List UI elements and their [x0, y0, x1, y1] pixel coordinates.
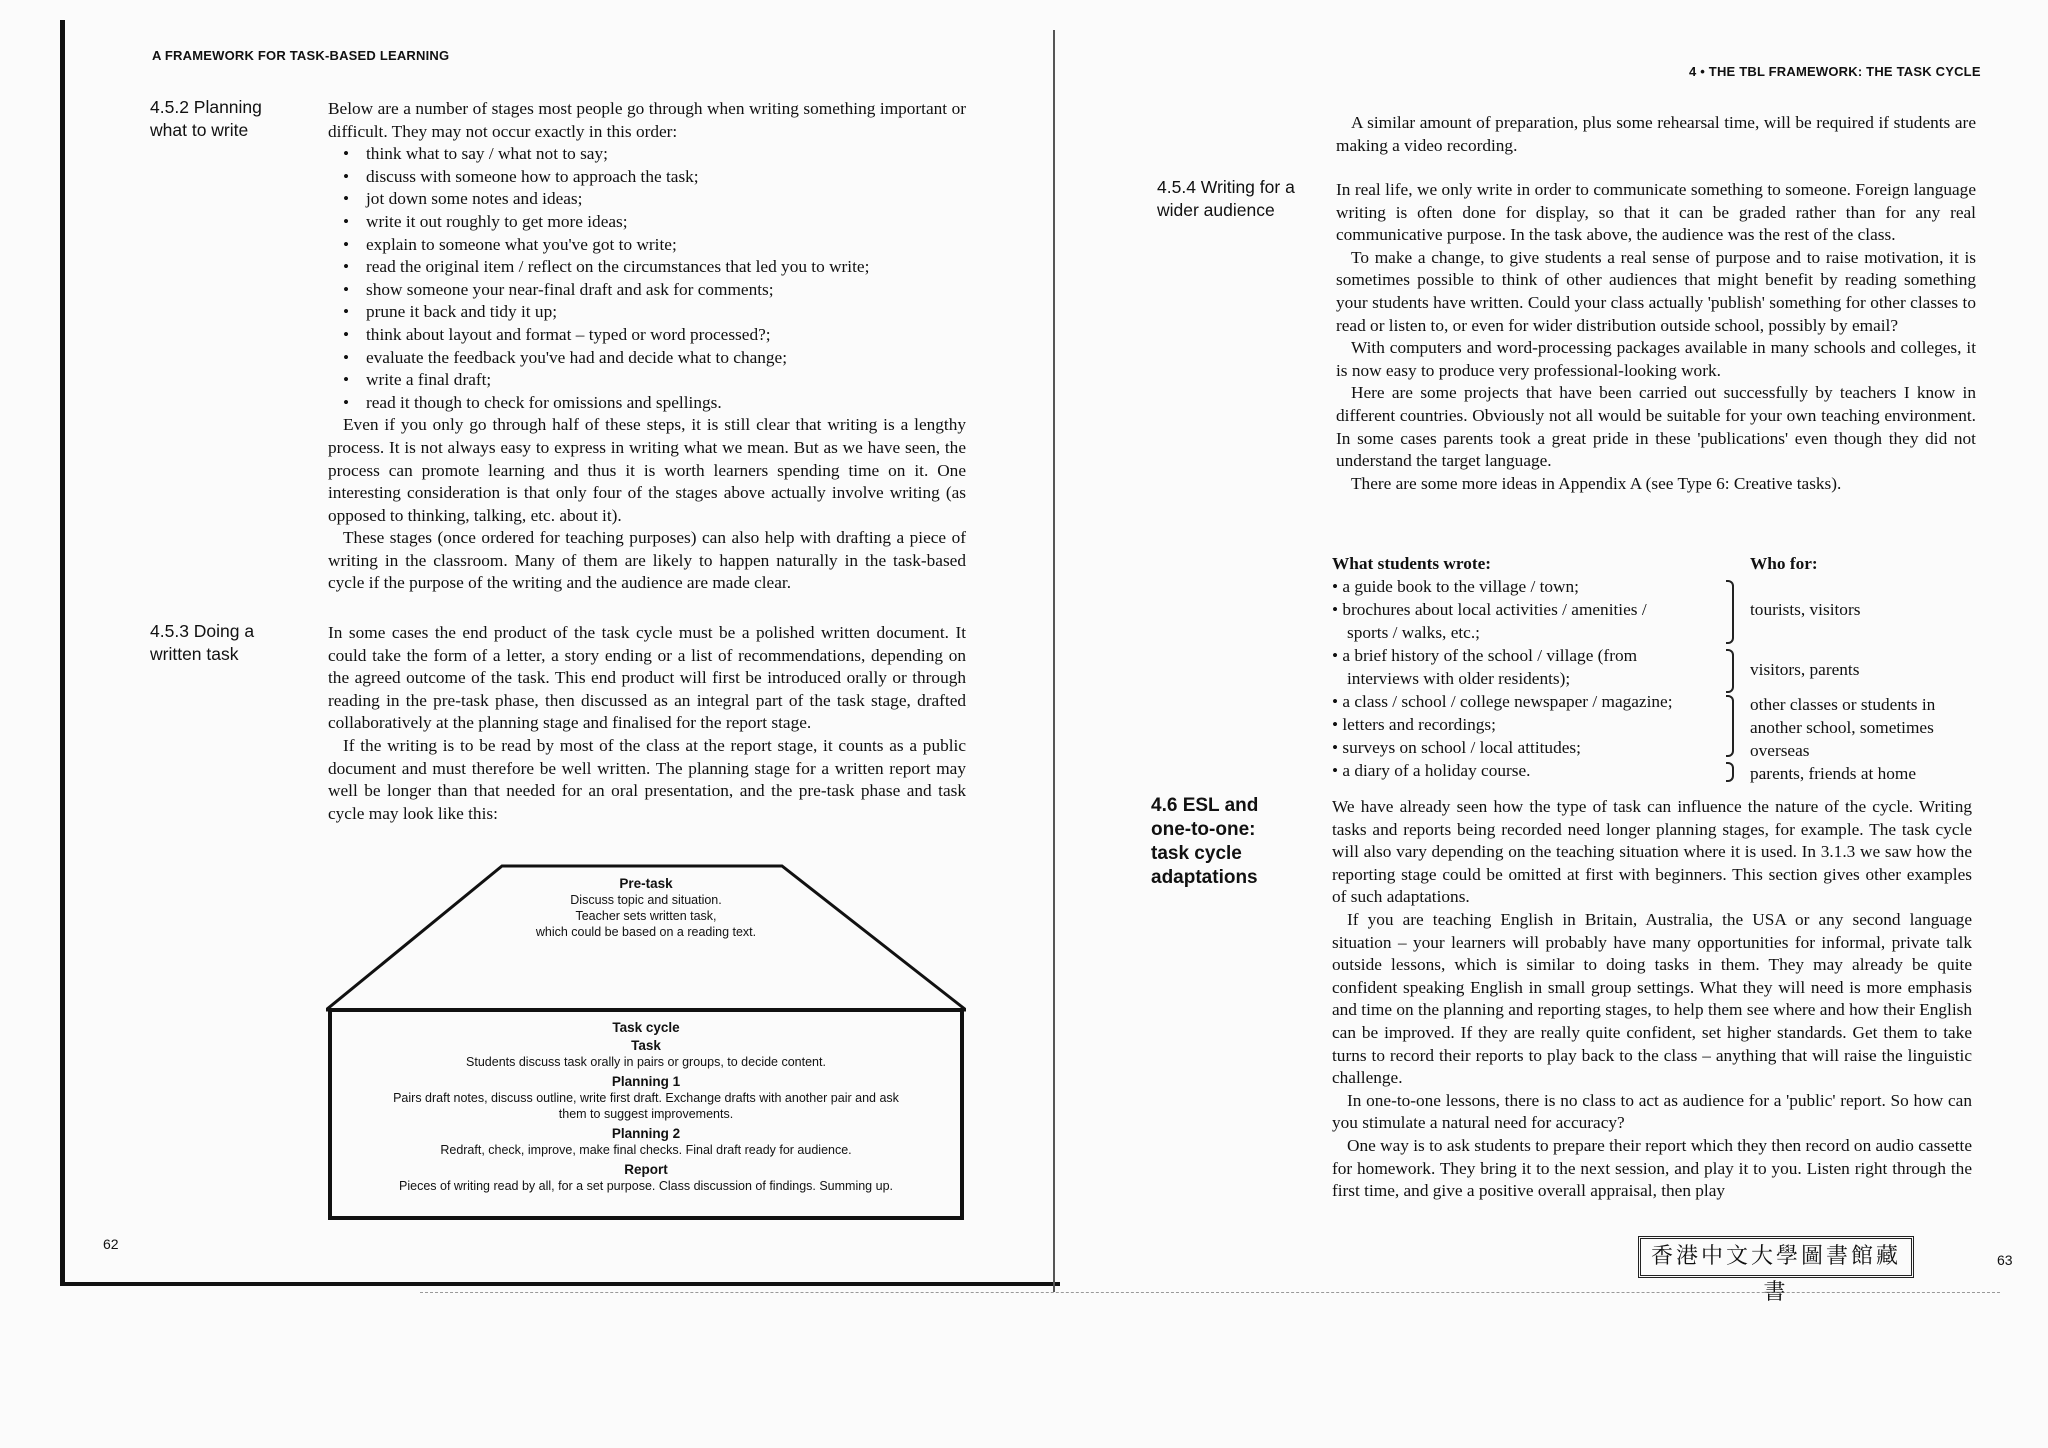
report-title: Report	[624, 1162, 668, 1177]
list-item: • jot down some notes and ideas;	[366, 188, 966, 211]
paragraph: In some cases the end product of the task cycle must be a polished written document. It could take the form of a letter, a story ending or a list of recommendations, depending on the agreed outcome of the task. This end product will first be introduced orally or through reading in the pre-task phase, then discussed as an integral part of the task stage, drafted collaboratively at the planning stage and finalised for the report stage.	[328, 623, 966, 733]
writing-stages-list	[328, 143, 966, 414]
heading-line: 4.5.3 Doing a	[150, 621, 255, 641]
list-item: • think about layout and format – typed or word processed?;	[366, 324, 966, 347]
list-item: • prune it back and tidy it up;	[366, 301, 966, 324]
task-cycle-title: Task cycle	[612, 1020, 680, 1035]
paragraph: With computers and word-processing packages available in many schools and colleges, it is now easy to produce very professional-looking work.	[1336, 338, 1976, 380]
list-item: • explain to someone what you've got to write;	[366, 234, 966, 257]
pretask-title: Pre-task	[619, 876, 673, 891]
task-title: Task	[631, 1038, 661, 1053]
heading-line: one-to-one:	[1151, 819, 1256, 840]
paragraph: Below are a number of stages most people go through when writing something important or difficult. They may not occur exactly in this order:	[328, 99, 966, 141]
planning2-title: Planning 2	[611, 1126, 681, 1141]
planning2-description: Redraft, check, improve, make final checks. Final draft ready for audience.	[440, 1143, 852, 1157]
section-4-5-3-body	[328, 622, 966, 825]
left-running-head: A FRAMEWORK FOR TASK-BASED LEARNING	[152, 48, 450, 63]
paragraph: In real life, we only write in order to communicate something to someone. Foreign language writing is often done for display, so that it can be graded rather than for any real communicative purpose. In the task above, the audience was the rest of the class.	[1336, 180, 1976, 245]
table-row: interviews with older residents);	[1347, 669, 1571, 688]
list-item: • think what to say / what not to say;	[366, 143, 966, 166]
heading-line: wider audience	[1157, 200, 1275, 220]
list-item: • write it out roughly to get more ideas;	[366, 211, 966, 234]
table-row: • a class / school / college newspaper / magazine;	[1332, 692, 1673, 711]
brace	[1726, 695, 1734, 757]
col-header-who-for: Who for:	[1750, 554, 1818, 573]
table-row: • a diary of a holiday course.	[1332, 761, 1531, 780]
table-row: • a guide book to the village / town;	[1332, 577, 1579, 596]
planning1-description: them to suggest improvements.	[558, 1107, 734, 1121]
paragraph: We have already seen how the type of task can influence the nature of the cycle. Writing tasks and reports being recorded need longer planning stages, for example. The task cycle will also vary depending on the teaching situation where it is used. In 3.1.3 we saw how the reporting stage could be omitted at first with beginners. This section gives other examples of such adaptations.	[1332, 797, 1972, 907]
table-row: • brochures about local activities / amenities /	[1332, 600, 1647, 619]
report-description: Pieces of writing read by all, for a set purpose. Class discussion of findings. Summing up.	[399, 1179, 893, 1193]
list-item: • read the original item / reflect on the circumstances that led you to write;	[366, 256, 966, 279]
heading-line: what to write	[150, 120, 249, 140]
paragraph: If you are teaching English in Britain, Australia, the USA or any second language situation – your learners will probably have many opportunities for informal, private talk outside lessons, which is similar to doing tasks in them. They may already be quite confident speaking English in small group settings. What they will need is more emphasis and time on the planning and reporting stages, to help them see where and how their English can be improved. If they are really quite confident, set higher standards. Get them to take turns to record their reports to play back to the class – anything that will raise the linguistic challenge.	[1332, 909, 1972, 1088]
audience-cell: another school, sometimes	[1750, 718, 1934, 737]
heading-line: task cycle	[1151, 843, 1242, 864]
list-item: • discuss with someone how to approach the task;	[366, 166, 966, 189]
section-4-5-4-body	[1336, 179, 1976, 495]
heading-4-5-3	[150, 620, 254, 666]
list-item: • read it though to check for omissions and spellings.	[366, 392, 966, 415]
left-page-number: 62	[103, 1236, 119, 1252]
heading-line: 4.6 ESL and	[1151, 795, 1259, 816]
right-page-number: 63	[1997, 1252, 2013, 1268]
task-cycle-text	[326, 1020, 966, 1194]
audience-cell: visitors, parents	[1750, 660, 1860, 679]
heading-line: 4.5.2 Planning	[150, 97, 262, 117]
section-4-5-2-body	[328, 98, 966, 595]
left-bottom-rule	[60, 1282, 1060, 1286]
paragraph: To make a change, to give students a real sense of purpose and to raise motivation, it is sometimes possible to think of other audiences that might benefit by reading something your students have written. Could your class actually 'publish' something for other classes to read or listen to, or even for wider distribution outside school, possibly by email?	[1336, 247, 1976, 335]
paragraph: In one-to-one lessons, there is no class to act as audience for a 'public' report. So how can you stimulate a natural need for accuracy?	[1332, 1090, 1972, 1133]
paragraph: One way is to ask students to prepare their report which they then record on audio cassette for homework. They bring it to the next session, and play it to you. Listen right through the first time, and give a positive overall appraisal, then play	[1332, 1135, 1972, 1201]
table-row: • a brief history of the school / village (from	[1332, 646, 1638, 665]
list-item: • evaluate the feedback you've had and decide what to change;	[366, 347, 966, 370]
brace	[1726, 762, 1734, 782]
pretask-line: which could be based on a reading text.	[535, 925, 757, 939]
planning1-title: Planning 1	[611, 1074, 681, 1089]
planning1-description: Pairs draft notes, discuss outline, write first draft. Exchange drafts with another pair and ask	[393, 1091, 899, 1105]
heading-4-6	[1151, 794, 1258, 890]
audience-cell: parents, friends at home	[1750, 764, 1917, 783]
table-row: • letters and recordings;	[1332, 715, 1496, 734]
table-row: sports / walks, etc.;	[1347, 623, 1480, 642]
table-row: • surveys on school / local attitudes;	[1332, 738, 1581, 757]
audience-cell: tourists, visitors	[1750, 600, 1861, 619]
paragraph: There are some more ideas in Appendix A (see Type 6: Creative tasks).	[1351, 473, 1842, 493]
pretask-line: Discuss topic and situation.	[570, 893, 722, 907]
heading-4-5-4	[1157, 176, 1295, 222]
paragraph: These stages (once ordered for teaching purposes) can also help with drafting a piece of writing in the classroom. Many of them are likely to happen naturally in the task-based cycle if the purpose of the writing and the audience are made clear.	[328, 528, 966, 593]
list-item: • show someone your near-final draft and ask for comments;	[366, 279, 966, 302]
library-stamp: 香港中文大學圖書館藏書	[1638, 1236, 1914, 1278]
audience-cell: other classes or students in	[1750, 695, 1936, 714]
book-spine	[1053, 30, 1055, 1292]
right-running-head: 4 • THE TBL FRAMEWORK: THE TASK CYCLE	[1689, 64, 1981, 79]
brace	[1726, 649, 1734, 693]
heading-4-5-2	[150, 96, 262, 142]
task-description: Students discuss task orally in pairs or groups, to decide content.	[466, 1055, 826, 1069]
col-header-what-students-wrote: What students wrote:	[1332, 554, 1492, 573]
audience-cell: overseas	[1750, 741, 1810, 760]
paragraph: Even if you only go through half of these steps, it is still clear that writing is a lengthy process. It is not always easy to express in writing what we mean. But as we have seen, the process can promote learning and thus it is worth learners spending time on it. One interesting consideration is that only four of the stages above actually involve writing (as opposed to thinking, talking, etc. about it).	[328, 415, 966, 525]
list-item: • write a final draft;	[366, 369, 966, 392]
video-recording-paragraph	[1336, 112, 1976, 157]
pretask-text	[326, 876, 966, 940]
brace	[1726, 580, 1734, 644]
task-cycle-diagram	[326, 862, 966, 1222]
pretask-line: Teacher sets written task,	[575, 909, 717, 923]
paragraph: A similar amount of preparation, plus some rehearsal time, will be required if students are making a video recording.	[1336, 113, 1976, 155]
section-4-6-body	[1332, 796, 1972, 1203]
heading-line: written task	[150, 644, 239, 664]
left-page-edge	[60, 20, 65, 1282]
paragraph: Here are some projects that have been carried out successfully by teachers I know in different countries. Obviously not all would be suitable for your own teaching environment. In some cases parents took a great pride in these 'publications' even though they did not understand the target language.	[1336, 383, 1976, 471]
paragraph: If the writing is to be read by most of the class at the report stage, it counts as a public document and must therefore be well written. The planning stage for a written report may well be longer than that needed for an oral presentation, and the pre-task phase and task cycle may look like this:	[328, 735, 966, 823]
heading-line: 4.5.4 Writing for a	[1157, 177, 1295, 197]
heading-line: adaptations	[1151, 867, 1258, 888]
